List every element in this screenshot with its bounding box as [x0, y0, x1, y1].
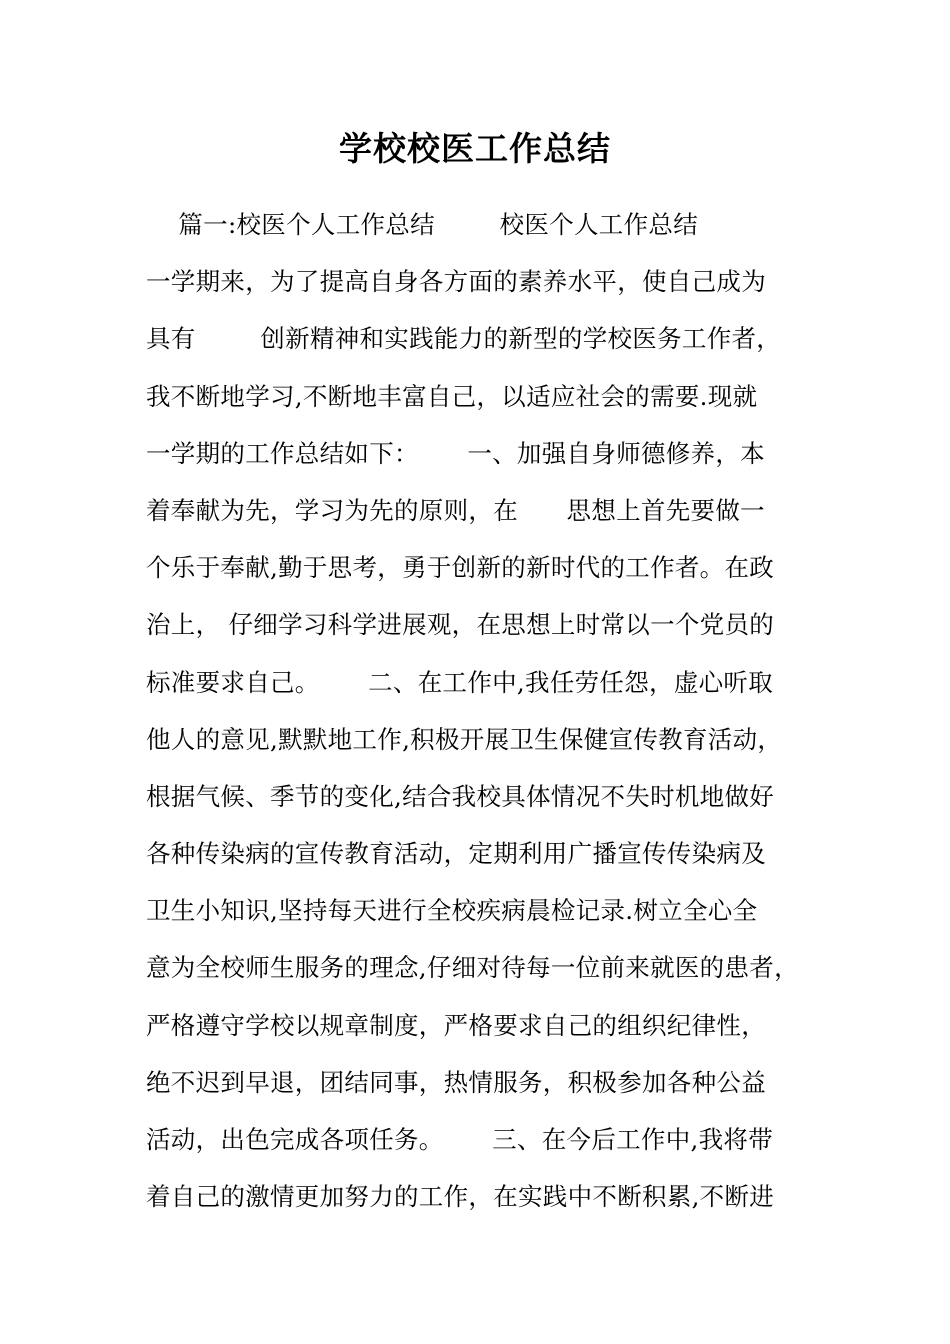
- body-line: 活动，出色完成各项任务。 三、在今后工作中,我将带: [146, 1125, 774, 1154]
- body-line: 个乐于奉献,勤于思考，勇于创新的新时代的工作者。在政: [146, 553, 775, 583]
- body-line: 绝不迟到早退，团结同事，热情服务，积极参加各种公益: [146, 1067, 766, 1097]
- body-line: 严格遵守学校以规章制度，严格要求自己的组织纪律性，: [146, 1010, 766, 1040]
- document-body: [146, 196, 826, 1225]
- body-line: 具有 创新精神和实践能力的新型的学校医务工作者，: [146, 324, 782, 354]
- body-line: 一学期来，为了提高自身各方面的素养水平，使自己成为: [146, 267, 766, 297]
- body-line: 各种传染病的宣传教育活动，定期利用广播宣传传染病及: [146, 839, 766, 869]
- document-title: 学校校医工作总结: [339, 129, 611, 168]
- body-line: 意为全校师生服务的理念,仔细对待每一位前来就医的患者，: [146, 953, 799, 983]
- body-line: 卫生小知识,坚持每天进行全校疾病晨检记录.树立全心全: [146, 896, 758, 926]
- body-line: 一学期的工作总结如下： 一、加强自身师德修养，本: [146, 438, 765, 468]
- body-line: 他人的意见,默默地工作,积极开展卫生保健宣传教育活动，: [146, 724, 783, 754]
- body-line: 我不断地学习,不断地丰富自己，以适应社会的需要.现就: [146, 381, 758, 411]
- body-line: 着自己的激情更加努力的工作，在实践中不断积累,不断进: [146, 1182, 775, 1212]
- body-line: 根据气候、季节的变化,结合我校具体情况不失时机地做好: [146, 781, 775, 811]
- body-line: 着奉献为先，学习为先的原则，在 思想上首先要做一: [146, 495, 765, 525]
- body-line: 标准要求自己。 二、在工作中,我任劳任怨，虚心听取: [146, 667, 774, 697]
- body-line: 篇一:校医个人工作总结 校医个人工作总结: [146, 210, 699, 239]
- body-line: 治上， 仔细学习科学进展观，在思想上时常以一个党员的: [146, 610, 775, 640]
